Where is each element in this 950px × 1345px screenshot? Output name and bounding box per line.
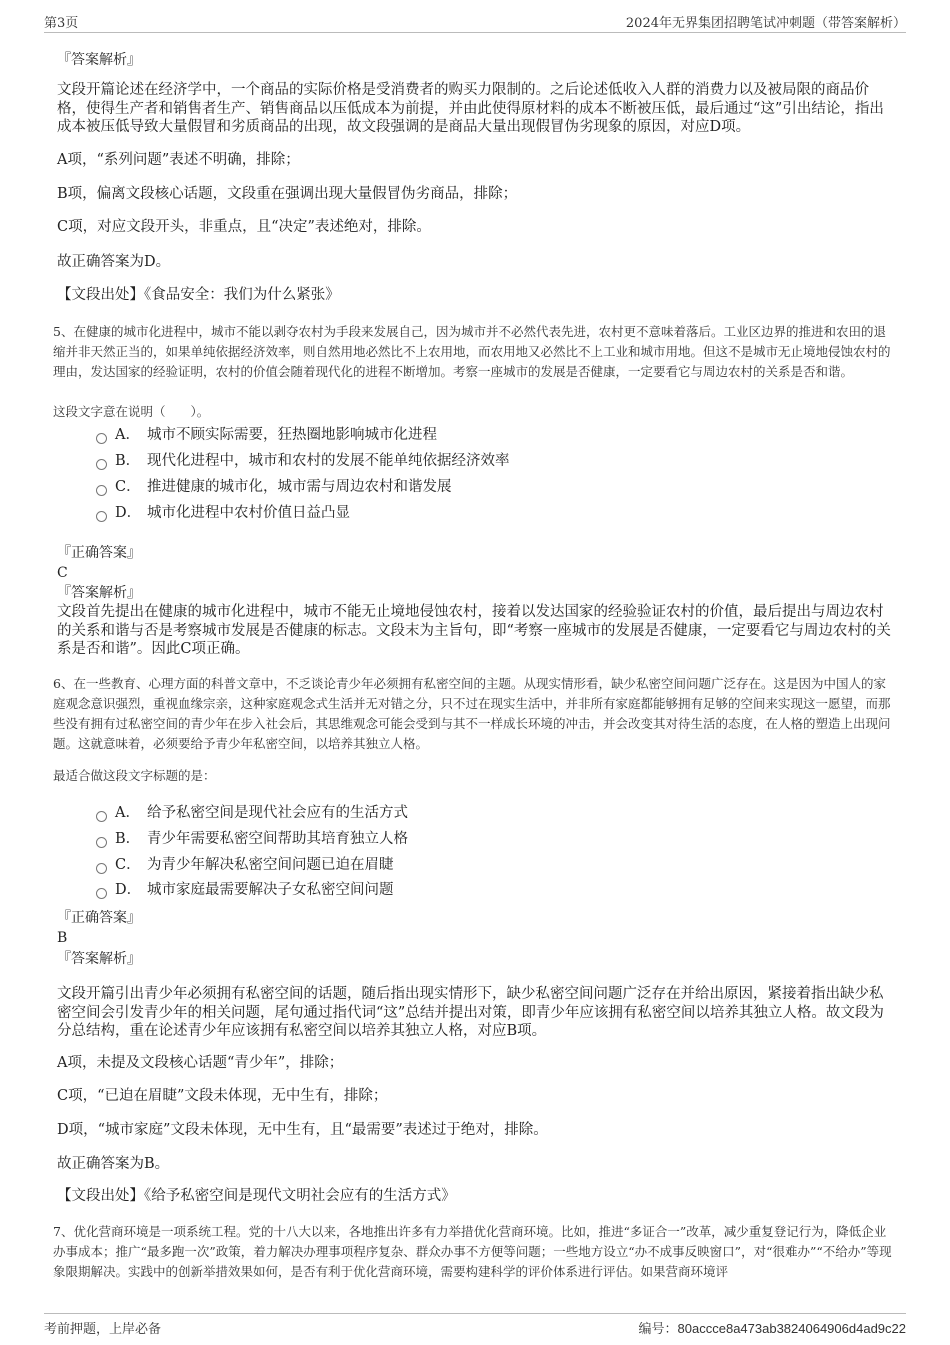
q6-analysis: 文段开篇引出青少年必须拥有私密空间的话题，随后指出现实情形下，缺少私密空间问题广泛存在并给出原因，紧接着指出缺少私密空间会引发青少年的相关问题，尾句通过指代词“这”总结并提出对策，即青少年应该拥有私密空间以培养其独立人格。故文段为分总结构，重在论述青少年应该拥有私密空间以培养其独立人格，对应B项。 [57, 986, 884, 1039]
radio-icon[interactable] [96, 837, 107, 848]
page-number: 第3页 [44, 16, 79, 31]
q5-answer-label: 『正确答案』 [57, 545, 141, 561]
q5-option-b[interactable]: B． 现代化进程中，城市和农村的发展不能单纯依据经济效率 [96, 451, 510, 471]
radio-icon[interactable] [96, 811, 107, 822]
q6-note-c: C项，“已迫在眉睫”文段未体现，无中生有，排除； [57, 1088, 388, 1104]
q4-note-b: B项，偏离文段核心话题，文段重在强调出现大量假冒伪劣商品，排除； [57, 186, 518, 202]
radio-icon[interactable] [96, 485, 107, 496]
header-divider [44, 32, 906, 33]
document-code: 编号：80accce8a473ab3824064906d4ad9c22 [638, 1321, 906, 1337]
q5-option-c[interactable]: C． 推进健康的城市化，城市需与周边农村和谐发展 [96, 477, 452, 497]
q4-conclusion: 故正确答案为D。 [57, 254, 171, 270]
q7-stem: 7、优化营商环境是一项系统工程。党的十八大以来，各地推出许多有力举措优化营商环境。比如，推进“多证合一”改革，减少重复登记行为，降低企业办事成本；推广“最多跑一次”政策，着力解决办理事项程序复杂、群众办事不方便等问题；一些地方设立“办不成事反映窗口”，对“很难办”“不给办”等现象限期解决。实践中的创新举措效果如何，是否有利于优化营商环境，需要构建科学的评价体系进行评估。如果营商环境评 [53, 1224, 892, 1279]
footer-divider [44, 1313, 906, 1314]
q6-option-a[interactable]: A． 给予私密空间是现代社会应有的生活方式 [96, 803, 408, 823]
q6-note-d: D项，“城市家庭”文段未体现，无中生有，且“最需要”表述过于绝对，排除。 [57, 1122, 548, 1138]
q6-option-c[interactable]: C． 为青少年解决私密空间问题已迫在眉睫 [96, 855, 394, 875]
q4-source: 【文段出处】《食品安全：我们为什么紧张》 [57, 287, 340, 303]
radio-icon[interactable] [96, 459, 107, 470]
q6-conclusion: 故正确答案为B。 [57, 1156, 170, 1172]
q4-analysis: 文段开篇论述在经济学中，一个商品的实际价格是受消费者的购买力限制的。之后论述低收入人群的消费力以及被局限的商品价格，使得生产者和销售者生产、销售商品以压低成本为前提，并由此使得原材料的成本不断被压低，最后通过“这”引出结论，指出成本被压低导致大量假冒和劣质商品的出现，故文段强调的是商品大量出现假冒伪劣现象的原因，对应D项。 [57, 82, 884, 135]
q6-stem: 6、在一些教育、心理方面的科普文章中，不乏谈论青少年必须拥有私密空间的主题。从现实情形看，缺少私密空间问题广泛存在。这是因为中国人的家庭观念意识强烈，重视血缘宗亲，这种家庭观念式生活并无对错之分，只不过在现实生活中，并非所有家庭都能够拥有足够的空间来实现这一愿望，而那些没有拥有过私密空间的青少年在步入社会后，其思维观念可能会受到与其不一样成长环境的冲击，并会改变其对待生活的态度，在人格的塑造上出现问题。这就意味着，必须要给予青少年私密空间，以培养其独立人格。 [53, 676, 891, 751]
q6-analysis-label: 『答案解析』 [57, 951, 141, 967]
radio-icon[interactable] [96, 863, 107, 874]
q6-answer-label: 『正确答案』 [57, 910, 141, 926]
q5-prompt: 这段文字意在说明（ ）。 [53, 404, 210, 419]
q6-answer: B [57, 930, 68, 946]
radio-icon[interactable] [96, 888, 107, 899]
q5-stem: 5、在健康的城市化进程中，城市不能以剥夺农村为手段来发展自己，因为城市并不必然代表先进，农村更不意味着落后。工业区边界的推进和农田的退缩并非天然正当的，如果单纯依据经济效率，则自然用地必然比不上农用地，而农用地又必然比不上工业和城市用地。但这不是城市无止境地侵蚀农村的理由，发达国家的经验证明，农村的价值会随着现代化的进程不断增加。考察一座城市的发展是否健康，一定要看它与周边农村的关系是否和谐。 [53, 324, 891, 379]
q6-note-a: A项，未提及文段核心话题“青少年”，排除； [57, 1055, 344, 1071]
q4-note-c: C项，对应文段开头，非重点，且“决定”表述绝对，排除。 [57, 219, 431, 235]
footer-slogan: 考前押题，上岸必备 [44, 1322, 162, 1337]
q6-option-d[interactable]: D． 城市家庭最需要解决子女私密空间问题 [96, 880, 394, 900]
q5-analysis-label: 『答案解析』 [57, 585, 141, 601]
q6-source: 【文段出处】《给予私密空间是现代文明社会应有的生活方式》 [57, 1188, 456, 1204]
page-header [44, 10, 906, 32]
q5-option-d[interactable]: D． 城市化进程中农村价值日益凸显 [96, 503, 350, 523]
q6-option-b[interactable]: B． 青少年需要私密空间帮助其培育独立人格 [96, 829, 408, 849]
q5-option-a[interactable]: A． 城市不顾实际需要，狂热圈地影响城市化进程 [96, 425, 437, 445]
q4-analysis-label: 『答案解析』 [57, 52, 141, 68]
q5-analysis: 文段首先提出在健康的城市化进程中，城市不能无止境地侵蚀农村，接着以发达国家的经验验证农村的价值，最后提出与周边农村的关系和谐与否是考察城市发展是否健康的标志。文段末为主旨句，即“考察一座城市的发展是否健康，一定要看它与周边农村的关系是否和谐”。因此C项正确。 [57, 604, 891, 657]
q5-answer: C [57, 565, 68, 581]
q6-prompt: 最适合做这段文字标题的是： [53, 768, 216, 783]
document-title: 2024年无界集团招聘笔试冲刺题（带答案解析） [625, 16, 906, 31]
radio-icon[interactable] [96, 511, 107, 522]
q4-note-a: A项，“系列问题”表述不明确，排除； [57, 152, 300, 168]
radio-icon[interactable] [96, 433, 107, 444]
